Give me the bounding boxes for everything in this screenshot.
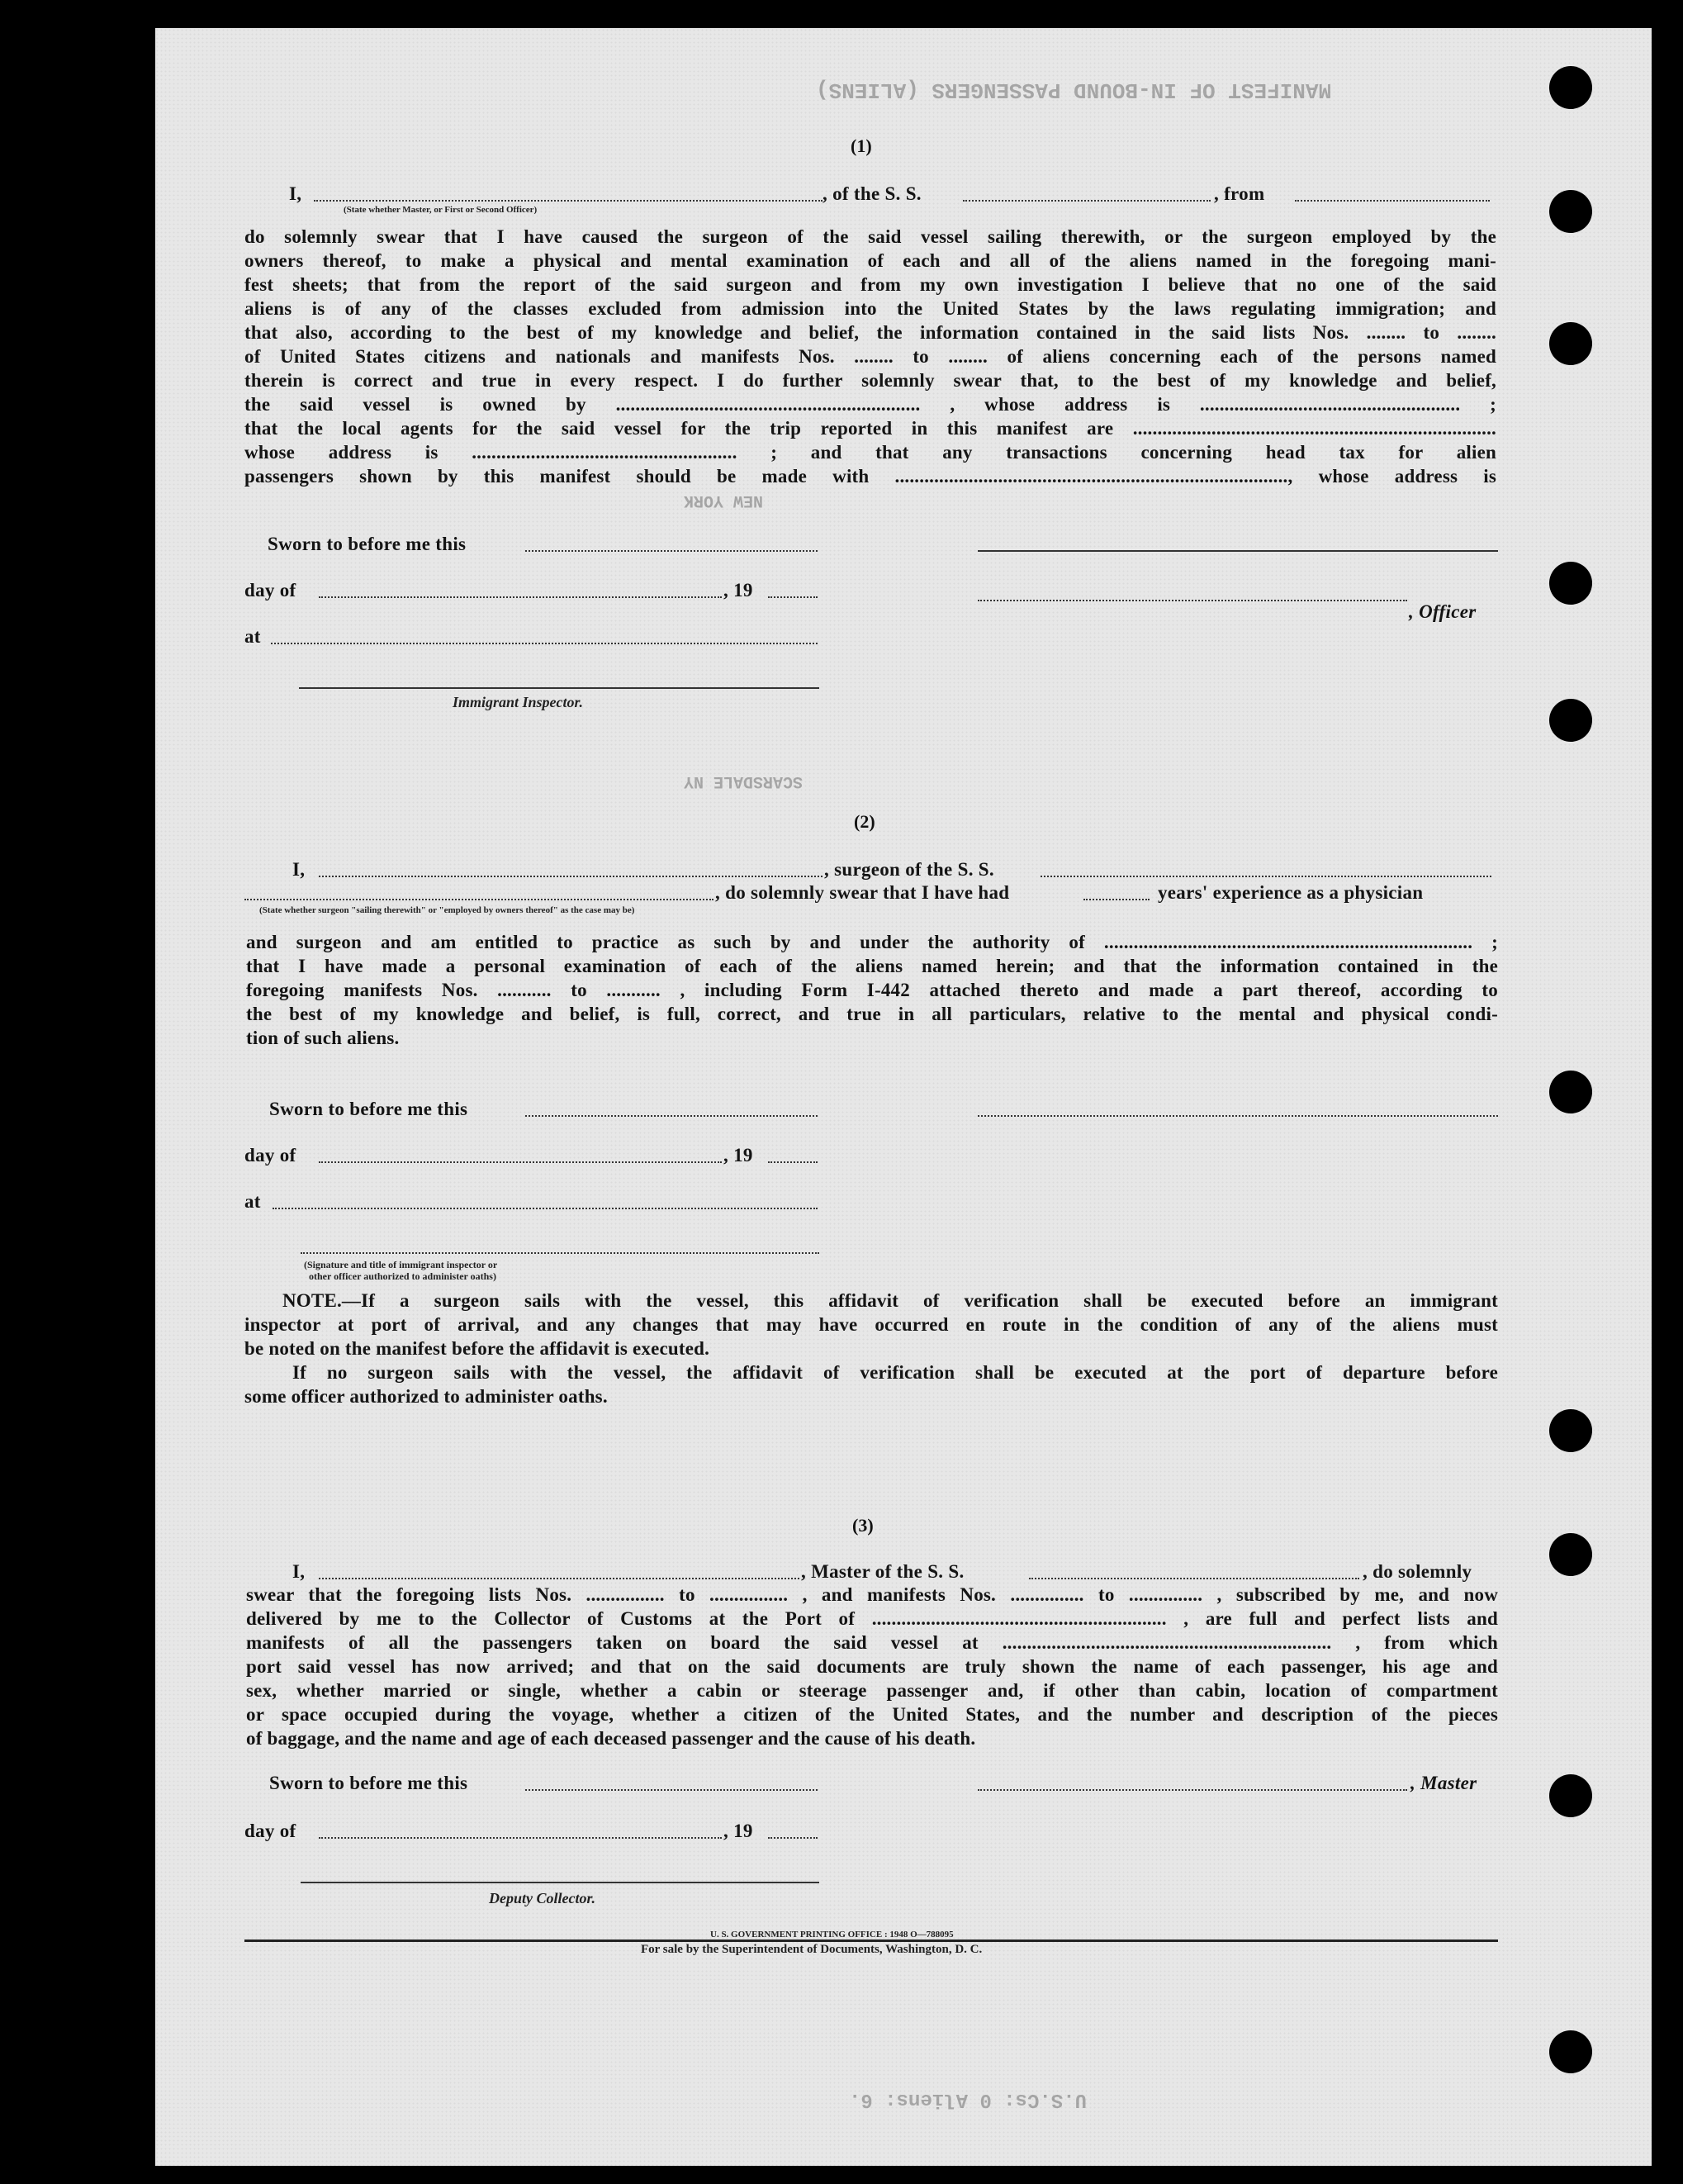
ship-name-field[interactable] [963,200,1211,202]
body-line: of United States citizens and nationals and manifests Nos. ........ to ........ of aliens concerning each of the persons named [244,346,1496,367]
section-1-at-label: at [244,626,261,647]
section-1-sworn-field[interactable] [525,550,818,552]
section-2-day-field[interactable] [319,1161,722,1163]
body-line: that the local agents for the said vessel for the trip reported in this manifest are .......................................................................... [244,418,1496,439]
section-3-ship-field[interactable] [1029,1578,1359,1579]
punch-hole-icon [1549,562,1592,605]
body-line: the best of my knowledge and belief, is full, correct, and true in all particulars, relative to the mental and physical condi- [246,1004,1498,1024]
note-line: inspector at port of arrival, and any changes that may have occurred en route in the condition of any of the aliens must [244,1314,1498,1335]
section-1-i-label: I, [289,183,302,204]
section-1-day-field[interactable] [319,596,722,598]
body-line: aliens is of any of the classes excluded from admission into the United States by the laws regulating immigration; and [244,298,1496,319]
master-signature-line[interactable] [978,1789,1407,1791]
section-1-body [244,225,1496,488]
body-line: port said vessel has now arrived; and that on the said documents are truly shown the name of each passenger, his age and [246,1656,1498,1677]
printing-office-line: U. S. GOVERNMENT PRINTING OFFICE : 1948 O—788095 [710,1930,954,1939]
body-line: delivered by me to the Collector of Customs at the Port of ............................................................ , are full and perfect lists and [246,1608,1498,1629]
body-line: passengers shown by this manifest should be made with ................................................................................, whose address is [244,466,1496,487]
document-page [155,28,1652,2166]
section-1-at-field[interactable] [271,643,818,644]
body-line: that I have made a personal examination of each of the aliens named herein; and that the information contained in the [246,956,1498,976]
note-line: If no surgeon sails with the vessel, the affidavit of verification shall be executed at the port of departure before [292,1362,1498,1383]
section-3-i-label: I, [292,1561,306,1582]
bleed-through-text: SCARSDALE NY [684,772,804,791]
section-3-solemnly-label: , do solemnly [1363,1561,1472,1582]
section-2-sworn-label: Sworn to before me this [269,1099,468,1119]
master-label: , Master [1410,1773,1477,1793]
section-2-sworn-field[interactable] [525,1115,818,1117]
section-2-ship-field[interactable] [1041,876,1491,877]
note-line: be noted on the manifest before the affidavit is executed. [244,1338,710,1359]
departure-port-field[interactable] [1295,200,1490,202]
section-2-day-label: day of [244,1145,296,1166]
section-3-sworn-label: Sworn to before me this [269,1773,468,1793]
punch-hole-icon [1549,1071,1592,1113]
punch-hole-icon [1549,190,1592,233]
officer-signature-line[interactable] [978,550,1498,552]
section-2-i-label: I, [292,859,306,880]
body-line: that also, according to the best of my knowledge and belief, the information contained in the said lists Nos. ........ to ........ [244,322,1496,343]
body-line: the said vessel is owned by .............................................................. , whose address is ..................................................... ; [244,394,1496,415]
body-line: manifests of all the passengers taken on board the said vessel at ................................................................... , from which [246,1632,1498,1653]
section-2-body [246,930,1498,1050]
body-line: of baggage, and the name and age of each deceased passenger and the cause of his death. [246,1728,976,1749]
punch-hole-icon [1549,699,1592,742]
section-1-year-field[interactable] [768,596,818,598]
body-line: and surgeon and am entitled to practice as such by and under the authority of ........................................................................... ; [246,932,1498,952]
signature-caption: other officer authorized to administer oaths) [309,1270,496,1282]
years-experience-field[interactable] [1083,899,1150,900]
surgeon-note [244,1289,1498,1408]
section-1-of-ship-label: , of the S. S. [823,183,922,204]
section-3-day-label: day of [244,1821,296,1841]
section-3-sworn-field[interactable] [525,1789,818,1791]
section-2-at-label: at [244,1191,261,1212]
bleed-through-text: MANIFEST OF IN-BOUND PASSENGERS (ALIENS) [816,78,1332,102]
section-2-at-field[interactable] [273,1208,818,1209]
surgeon-name-field[interactable] [319,876,823,877]
inspector-caption: Immigrant Inspector. [453,694,584,710]
body-line: therein is correct and true in every respect. I do further solemnly swear that, to the best of my knowledge and belief, [244,370,1496,391]
section-1-from-label: , from [1214,183,1265,204]
collector-signature-line[interactable] [301,1882,819,1883]
punch-hole-icon [1549,1409,1592,1452]
punch-hole-icon [1549,2030,1592,2073]
punch-hole-icon [1549,1533,1592,1576]
section-3-master-of-label: , Master of the S. S. [801,1561,965,1582]
section-2-year-field[interactable] [768,1161,818,1163]
section-1-sworn-label: Sworn to before me this [268,534,467,554]
section-3-body [246,1583,1498,1750]
note-line: NOTE.—If a surgeon sails with the vessel, this affidavit of verification shall be executed before an immigrant [282,1290,1498,1311]
surgeon-status-field[interactable] [244,899,713,900]
surgeon-signature-line[interactable] [978,1115,1498,1117]
section-2-surgeon-label: , surgeon of the S. S. [824,859,994,880]
section-1-number: (1) [851,135,872,156]
officer-name-field[interactable] [314,200,823,202]
officer-label: , Officer [1409,601,1477,622]
section-1-day-label: day of [244,580,296,601]
punch-hole-icon [1549,66,1592,109]
officer-title-line[interactable] [978,600,1407,601]
section-2-sworn-line: , do solemnly swear that I have had [715,882,1010,903]
body-line: fest sheets; that from the report of the said surgeon and from my own investigation I believe that no one of the said [244,274,1496,295]
section-2-inspector-signature[interactable] [301,1252,819,1254]
body-line: sex, whether married or single, whether a cabin or steerage passenger and, if other than cabin, location of compartment [246,1680,1498,1701]
body-line: or space occupied during the voyage, whether a citizen of the United States, and the number and description of the pieces [246,1704,1498,1725]
body-line: whose address is ...................................................... ; and that any transactions concerning head tax for alien [244,442,1496,463]
section-3-year-label: , 19 [723,1821,753,1841]
body-line: foregoing manifests Nos. ........... to ........... , including Form I-442 attached thereto and made a part thereof, according to [246,980,1498,1000]
bleed-through-text: U.S.Cs: 0 Aliens: 6. [849,2088,1088,2110]
note-line: some officer authorized to administer oaths. [244,1386,608,1407]
for-sale-line: For sale by the Superintendent of Documents, Washington, D. C. [641,1943,983,1956]
section-3-day-field[interactable] [319,1837,722,1839]
section-3-year-field[interactable] [768,1837,818,1839]
section-2-number: (2) [854,811,875,832]
section-2-year-label: , 19 [723,1145,753,1166]
body-line: do solemnly swear that I have caused the surgeon of the said vessel sailing therewith, or the surgeon employed by the [244,226,1496,247]
inspector-signature-line[interactable] [299,687,819,689]
officer-caption: (State whether Master, or First or Second Officer) [344,205,538,215]
section-2-years-label: years' experience as a physician [1158,882,1424,903]
footer-rule [244,1939,1498,1942]
punch-hole-icon [1549,322,1592,365]
body-line: swear that the foregoing lists Nos. ................ to ................ , and manifests Nos. ............... to ............... , subscribed by me, and now [246,1584,1498,1605]
body-line: tion of such aliens. [246,1028,400,1048]
collector-caption: Deputy Collector. [489,1890,595,1906]
master-name-field[interactable] [319,1578,799,1579]
signature-caption: (Signature and title of immigrant inspector or [304,1259,498,1270]
bleed-through-text: NEW YORK [684,491,764,510]
body-line: owners thereof, to make a physical and mental examination of each and all of the aliens named in the foregoing mani- [244,250,1496,271]
punch-hole-icon [1549,1774,1592,1817]
surgeon-caption: (State whether surgeon "sailing therewith" or "employed by owners thereof" as the case may be) [259,905,635,915]
section-3-number: (3) [852,1515,874,1536]
section-1-year-label: , 19 [723,580,753,601]
